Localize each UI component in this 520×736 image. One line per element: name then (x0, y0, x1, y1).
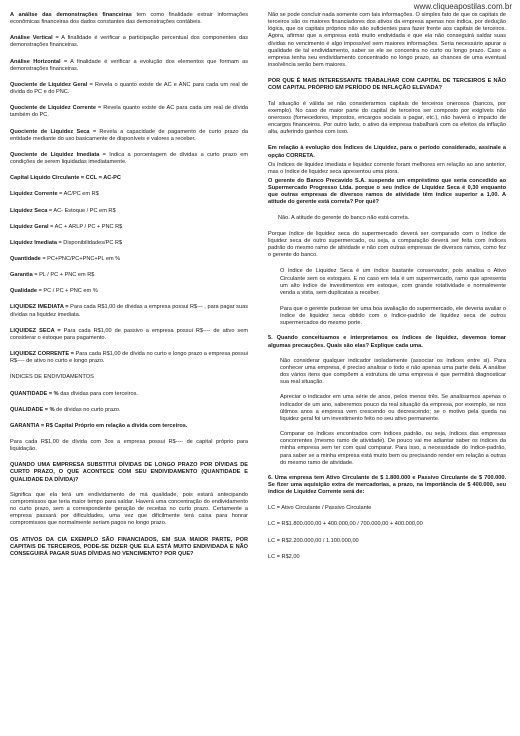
answer: Porque índice de liquidez seca do supermercado deverá ser comparado com o índice de liquidez seca de outro supermercado, ou seja, a comparação deverá ser feita com índices padrão do mesmo ramo de atividade e não com outras empresas de diversos ramos, como fez o gerente do banco. (268, 230, 506, 259)
paragraph (10, 105, 248, 119)
text: de dívidas no curto prazo. (54, 406, 121, 413)
paragraph (10, 82, 248, 96)
paragraph (10, 129, 248, 143)
text: = AC/PC em R$ (57, 191, 99, 198)
text: = Revela o quanto existe de AC e ANC para cada um real de dívida do PC e do PNC. (10, 81, 248, 96)
term: Quociente de Liquidez Corrente (10, 105, 96, 112)
term: Liquidez Corrente (10, 191, 58, 198)
text: = PL / PC + PNC em R$ (32, 272, 95, 279)
site-url: www.cliqueapostilas.com.br (413, 2, 512, 11)
question: Em relação à evolução dos Índices de Liquidez, para o período considerado, assinale a opção CORRETA. (268, 145, 506, 159)
calc-line: LC = R$1.800.000,00 + 400.000,00 / 700.000,00 + 400.000,00 (268, 521, 423, 528)
term: Qualidade (10, 288, 38, 295)
text: Para cada R$1,00 de passivo a empresa possui R$---- de ativo sem considerar o estoque para pagamento. (10, 327, 248, 341)
term: Quociente de Liquidez Geral (10, 81, 88, 88)
term: LIQUIDEZ SECA = (10, 327, 61, 334)
answer: Tal situação é válida se não considerarmos capitais de terceiros onerosos (bancos, por exemplo). No caso de maior parte do capital de terceiros ser composto por exigíveis não onerosos (fornecedores, impostos, encargos sociais a pagar, etc.), não haverá o impacto de encargos financeiros. Por outro lado, o ativo da empresa trabalhará com os efeitos da inflação alta, auferindo ganhos com isso. (268, 100, 506, 136)
term: Análise Vertical (10, 35, 53, 42)
term: Liquidez Imediata (10, 239, 57, 246)
right-column (268, 12, 506, 732)
answer: O índice de Liquidez Seca é um índice bastante conservador, pois analisa o Ativo Circulante sem os estoques. E no caso em tela é um supermercado, ramo que apresenta um alto índice de investimentos em estoque, com grande rotatividade e normalmente venda a vista, sem duplicatas a receber. (280, 268, 506, 296)
text: = PC+PNC/PC+PNC+PL em % (40, 255, 121, 262)
text: = Revela quanto existe de AC para cada um real de dívida também do PC. (10, 105, 248, 119)
term: LIQUIDEZ CORRENTE = (10, 351, 74, 358)
paragraph (10, 152, 248, 166)
text: = Indica a porcentagem de dívidas a curto prazo em condições de serem liquidadas imediatamente. (10, 151, 248, 166)
question: O gerente do Banco Precavido S.A. suspende um empréstimo que seria concedido ao Supermercado Progresso Ltda. porque o seu índice de Liquidez Seca é 0,30 enquanto que outras empresas de diversos ramos de atividade têm índice superior a 1,00. A atitude do gerente está correta? Por quê? (268, 177, 506, 206)
calc-line: LC = R$2,00 (268, 553, 300, 560)
formula (10, 288, 248, 295)
bullet-item: Não considerar qualquer indicador isoladamente (associar os índices entre si). Para conhecer uma empresa, é preciso analisar o todo e não apenas uma parte dela. A análise dos vários itens que compõem a estrutura de uma empresa é que permitirá diagnosticar sua real situação. (280, 357, 506, 386)
paragraph: GARANTIA = R$ Capital Próprio em relação a dívida com terceiros. (10, 422, 188, 429)
answer: Significa que ela terá um endividamento de má qualidade, pois estará antecipando compromissos que teria maior tempo para saldar. Haverá uma concentração do endividamento no curto prazo, sem a correspondente geração de receitas no curto prazo. Certamente a empresa passará por dificuldades, uma vez que dificilmente terá caixa para honrar compromissos que normalmente seriam pagos no longo prazo. (10, 491, 248, 527)
text: Para cada R$1,00 de dívidas a empresa possui R$--- , para pagar suas dívidas na liquidez imediata. (10, 304, 248, 318)
term: LIQUIDEZ IMEDIATA = (10, 304, 69, 311)
text: = A finalidade é verificar a evolução dos elementos que formam as demonstrações financeiras. (10, 58, 248, 72)
answer: Não. A atitude do gerente do banco não está correta. (278, 214, 410, 221)
question: QUANDO UMA EMPRRESA SUBSTITUI DÍVIDAS DE LONGO PRAZO POR DÍVIDAS DE CURTO PRAZO, O QUE ACONTECE COM SEU ENDIVIDAMENTO (QUANTIDADE E QUALIDADE DA DÍVIDA)? (10, 462, 248, 483)
term: Garantia (10, 272, 33, 279)
section-title: ÍNDICES DE ENDIVIDAMENTOS (10, 374, 94, 381)
formula (10, 224, 248, 231)
text: = PC / PC + PNC em % (37, 288, 98, 295)
term: Quantidade (10, 255, 41, 262)
text: = A finalidade é verificar a participação percentual dos componentes das demonstrações financeiras. (10, 35, 248, 49)
paragraph (10, 35, 248, 49)
question: POR QUE É MAIS INTERESSANTE TRABALHAR COM CAPITAL DE TERCEIROS E NÃO COM CAPITAL PRÓPRIO EM PERÍODO DE INFLAÇÃO ELEVADA? (268, 78, 506, 92)
left-column (10, 12, 248, 732)
text: = AC- Estoque / PC em R$ (47, 207, 116, 214)
paragraph (10, 12, 248, 26)
text: = Disponibilidades/PC R$ (56, 239, 123, 246)
question: 5. Quando conceituamos e interpretamos os índices de liquidez, devemos tomar algumas precauções. Quais são elas? Explique cada uma. (268, 335, 506, 349)
term: Quociente de Liquidez Imediata (10, 151, 100, 158)
bullet-item: Comparar os índices encontrados com índices padrão, ou seja, índices das empresas concorrentes (mesmo ramo de atividade). De pouco vai me adiantar saber os índices da minha empresa sem ter com qual comparar. Para isso, a necessidade do índice-padrão, para saber se a minha empresa está muito bem ou precisando render em relação a outras do mesmo ramo de atividade. (280, 431, 506, 466)
formula (10, 256, 248, 263)
paragraph (10, 351, 248, 365)
paragraph (10, 391, 248, 398)
answer: Não se pode concluir nada somente com tais informações. O simples fato de que os capitais de terceiros são os maiores financiadores dos ativos da empresa apenas nos indica, por dedução lógica, que os capitais próprios não são suficientes para fazer frente aos capitais de terceiros. Agora, afirmar que a empresa está muito endividada e que ela não conseguirá saldar suas dívidas no vencimento é algo impossível sem maiores informações. Seria necessário apurar a qualidade de tal endividamento, saber se ele se concentra no curto ou longo prazo. Caso a empresa tenha seu endividamento concentrado no longo prazo, as chances de uma eventual insolvência serão bem maiores. (268, 12, 506, 69)
term: QUALIDADE = % (10, 406, 55, 413)
text: tem como finalidade extrair informações econômicas financeiras dos dados constantes das demonstrações contábeis. (10, 12, 248, 26)
paragraph: Para cada R$1,00 de dívida com 3os a empresa possui R$---- de capital próprio para liquidação. (10, 439, 248, 453)
term: Quociente de Liquidez Seca (10, 128, 90, 135)
answer: Para que o gerente pudesse ter uma boa avaliação do supermercado, ele deveria avaliar o índice de liquidez seca obtido com o índice-padrão de liquidez seca de outros supermercados do mesmo porte. (280, 306, 506, 327)
paragraph (10, 407, 248, 414)
text: das dívidas para com terceiros. (58, 390, 138, 397)
paragraph (10, 328, 248, 342)
term: A análise das demonstrações financeiras (10, 12, 132, 18)
question: 6. Uma empresa tem Ativo Circulante de $ 1.800.000 e Passivo Circulante de $ 700.000. Se fizer uma aquisição extra de mercadorias, a prazo, na importância de $ 400.000, seu índice de Liquidez Corrente será de: (268, 474, 506, 496)
formula (10, 191, 248, 198)
calc-line: LC = R$2.200.000,00 / 1.100.000,00 (268, 537, 359, 544)
text: = AC + ARLP / PC + PNC R$ (48, 223, 123, 230)
formula (10, 240, 248, 247)
question: OS ATIVOS DA CIA EXEMPLO SÃO FINANCIADOS, EM SUA MAIOR PARTE, POR CAPITAIS DE TERCEIROS, PODE-SE DIZER QUE ELA ESTÁ MUITO ENDIVIDADA E NÃO CONSEGUIRÁ PAGAR SUAS DÍVIDAS NO VENCIMENTO? POR QUE? (10, 536, 248, 557)
term: Análise Horizontal (10, 58, 61, 65)
formula (10, 208, 248, 215)
answer: Os índices de liquidez imediata e liquidez corrente foram melhores em relação ao ano anterior, mas o índice de liquidez seca apresentou uma piora. (268, 161, 506, 175)
bullet-item: Apreciar o indicador em uma série de anos, pelos menos três. Se analisarmos apenas o indicador de um ano, saberemos pouco da real situação da empresa, por exemplo, se nos últimos anos a empresa vem crescendo ou decrescendo; se o motivo pela queda na liquidez geral foi um investimento feito no seu ativo permanente. (280, 394, 506, 422)
calc-line: LC = Ativo Circulante / Passivo Circulante (268, 505, 372, 512)
term: Liquidez Seca (10, 207, 48, 214)
term: QUANTIDADE = % (10, 390, 59, 397)
formula (10, 272, 248, 279)
term: Liquidez Geral (10, 223, 49, 230)
text: Para cada R$1,00 de dívida no curto e longo prazo a empresa possui R$---- de ativo no curto e longo prazo. (10, 351, 248, 365)
paragraph (10, 59, 248, 73)
text: = Revela a capacidade de pagamento de curto prazo da entidade mediante do uso basicamente de disponíveis e valores a receber. (10, 128, 248, 142)
paragraph (10, 304, 248, 318)
formula: Capital Líquido Circulante = CCL = AC-PC (10, 175, 121, 182)
